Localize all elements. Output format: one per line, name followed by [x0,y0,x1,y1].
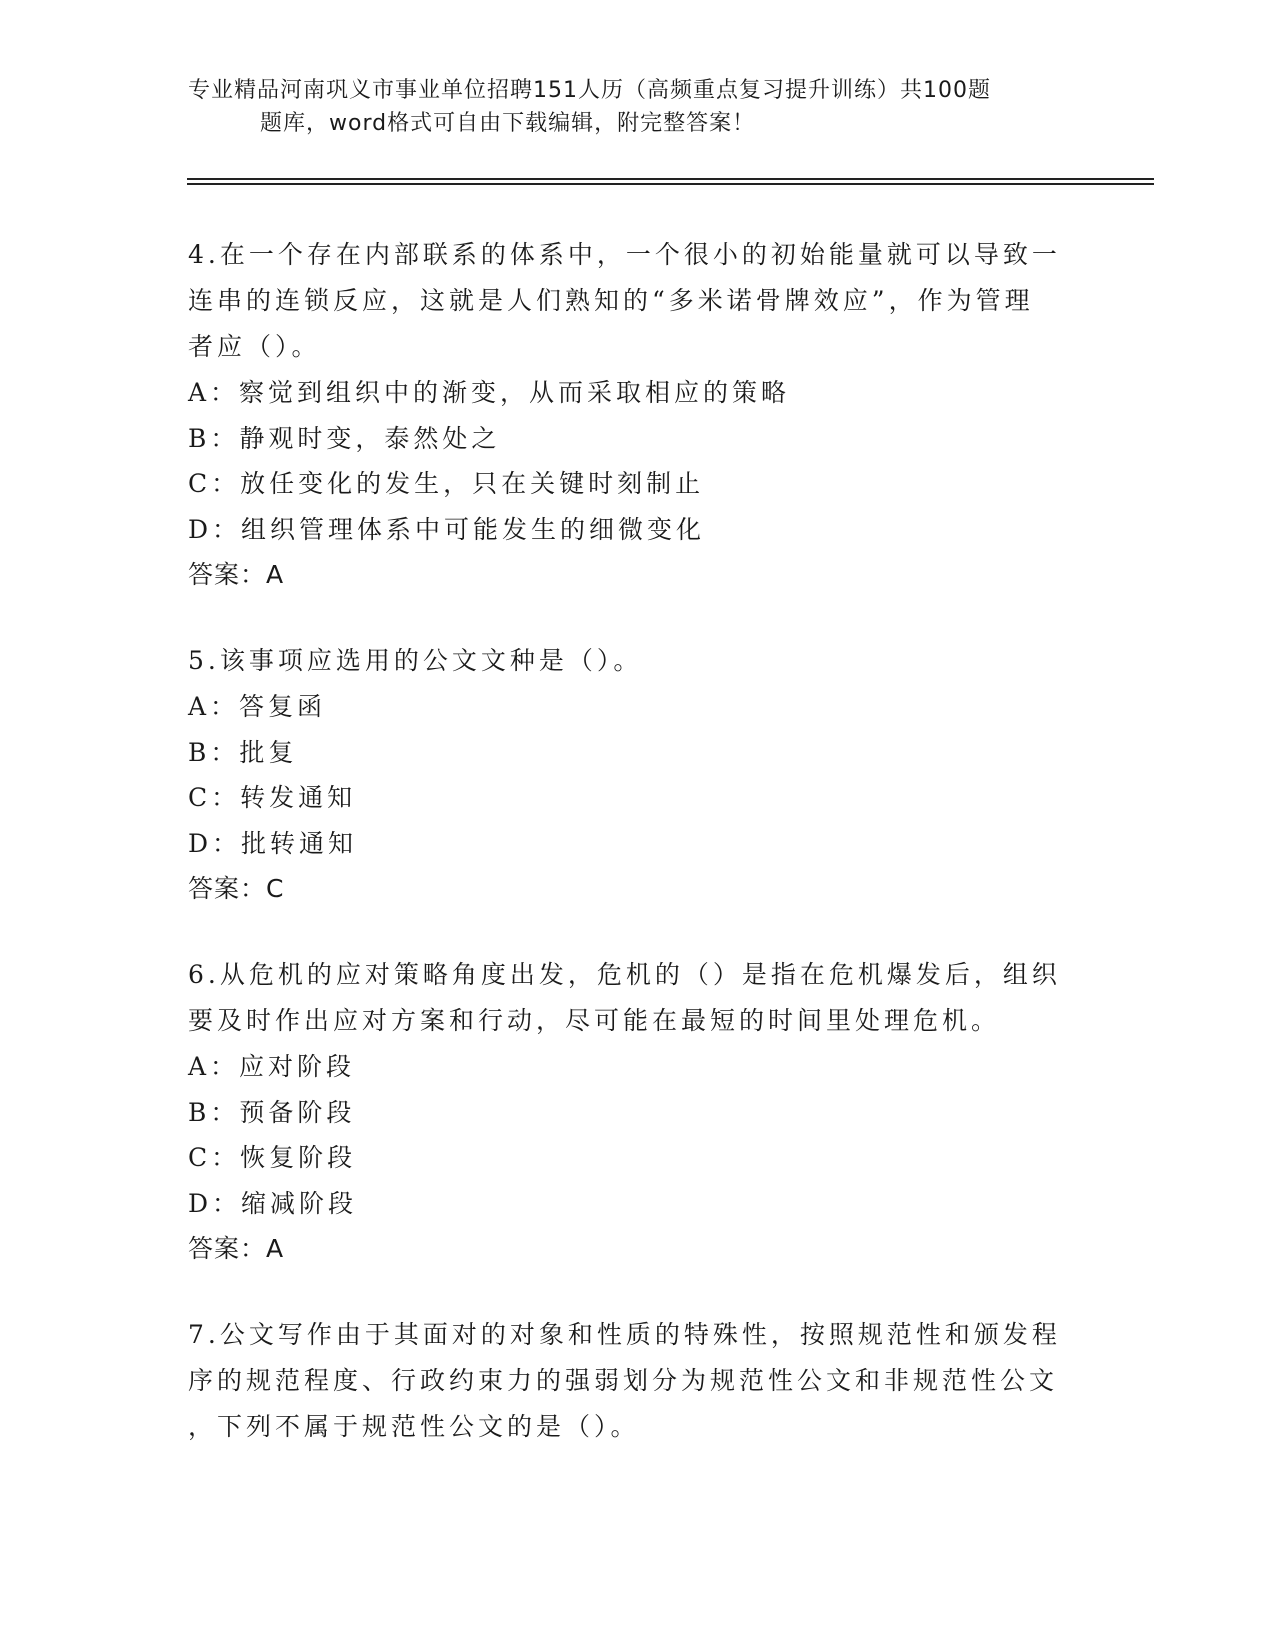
question-list [188,232,1068,1490]
question-7 [188,1312,1068,1450]
header-rule-bottom [187,183,1154,185]
answer: 答案：A [188,560,285,589]
option-a: A：应对阶段 [188,1052,356,1081]
question-stem-line: 序的规范程度、行政约束力的强弱划分为规范性公文和非规范性公文 [188,1366,1059,1395]
option-c: C：恢复阶段 [188,1143,357,1172]
option-a: A：察觉到组织中的渐变，从而采取相应的策略 [188,378,791,407]
header-line-1: 专业精品河南巩义市事业单位招聘151人历（高频重点复习提升训练）共100题 [188,78,991,103]
option-a: A：答复函 [188,692,327,721]
question-stem-line: 要及时作出应对方案和行动，尽可能在最短的时间里处理危机。 [188,1006,1001,1035]
question-5 [188,638,1068,912]
document-header [188,74,1068,140]
option-d: D：组织管理体系中可能发生的细微变化 [188,514,706,544]
option-b: B：预备阶段 [188,1097,356,1127]
question-stem-line: 4.在一个存在内部联系的体系中，一个很小的初始能量就可以导致一 [188,240,1061,269]
header-rule-top [187,178,1154,180]
question-4 [188,232,1068,598]
question-stem-line: 7.公文写作由于其面对的对象和性质的特殊性，按照规范性和颁发程 [188,1320,1061,1349]
question-6 [188,952,1068,1272]
header-line-2: 题库，word格式可自由下载编辑，附完整答案！ [260,111,756,136]
question-stem-line: ，下列不属于规范性公文的是（）。 [188,1412,640,1441]
option-d: D：批转通知 [188,828,358,858]
question-stem-line: 5.该事项应选用的公文文种是（）。 [188,646,643,675]
answer: 答案：A [188,1234,285,1263]
option-b: B：批复 [188,737,298,767]
answer: 答案：C [188,874,285,903]
option-c: C：转发通知 [188,783,357,812]
option-b: B：静观时变，泰然处之 [188,423,501,453]
option-c: C：放任变化的发生，只在关键时刻制止 [188,469,705,498]
question-stem-line: 连串的连锁反应，这就是人们熟知的“多米诺骨牌效应”，作为管理 [188,286,1034,315]
question-stem-line: 者应（）。 [188,332,321,361]
option-d: D：缩减阶段 [188,1188,358,1218]
question-stem-line: 6.从危机的应对策略角度出发，危机的（）是指在危机爆发后，组织 [188,960,1061,989]
